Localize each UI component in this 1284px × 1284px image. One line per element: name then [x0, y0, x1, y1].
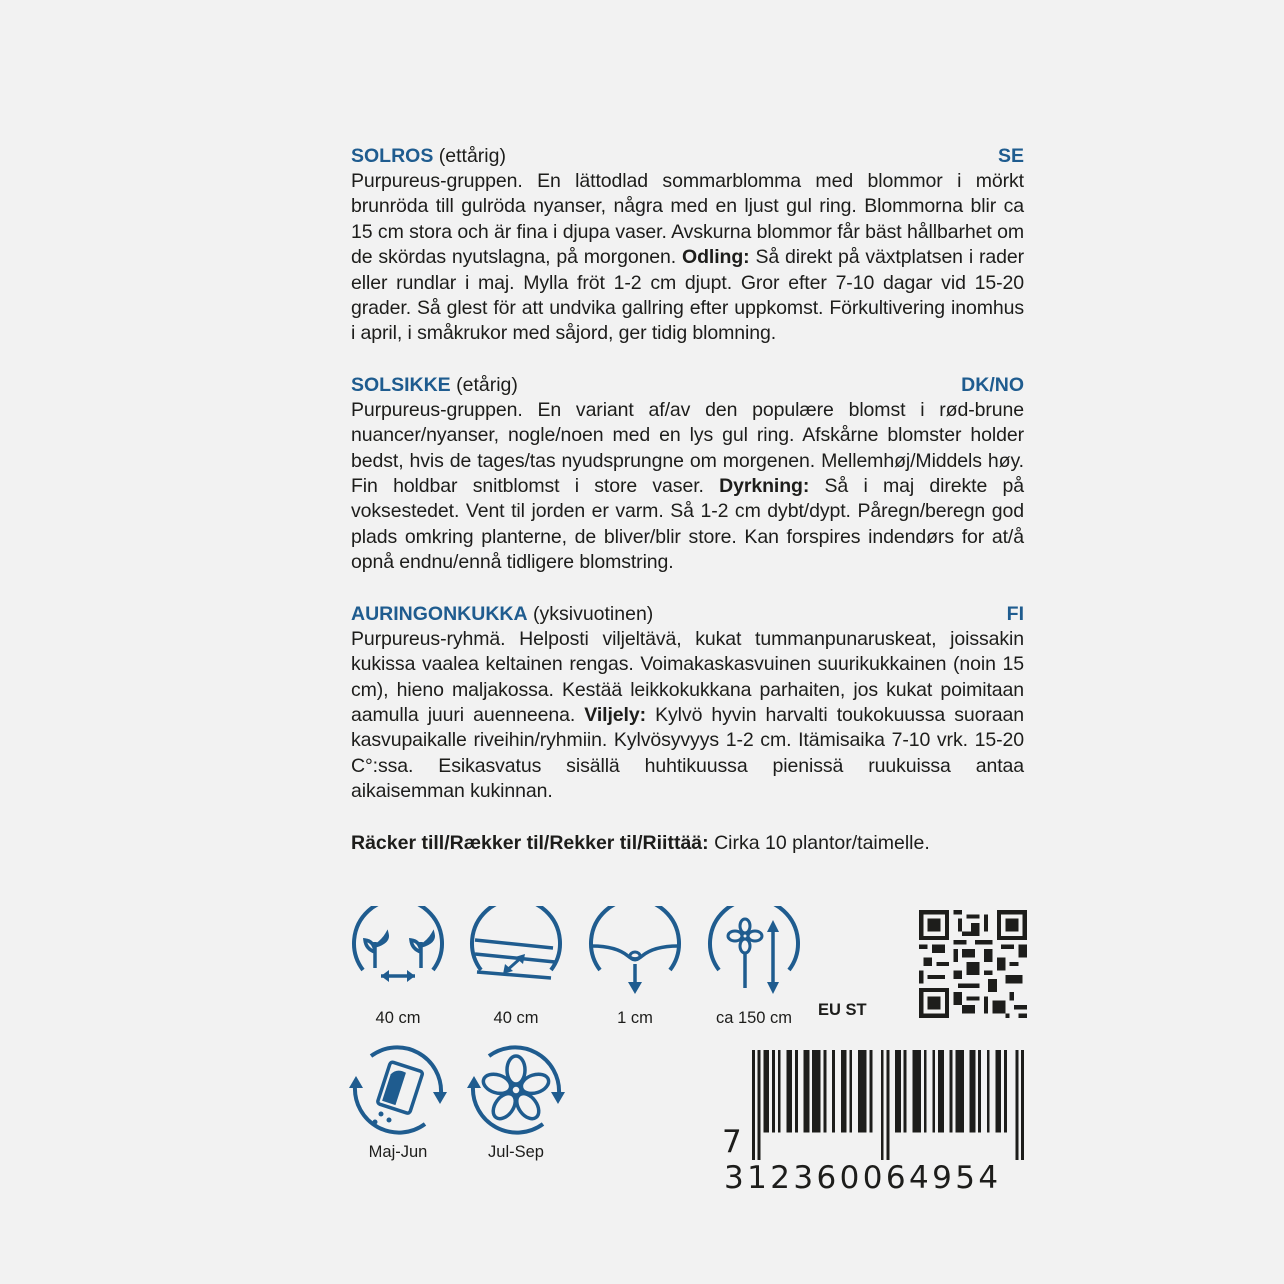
row-spacing-caption: 40 cm	[493, 1009, 539, 1027]
plant-height-caption: ca 150 cm	[715, 1009, 793, 1027]
row-spacing-info	[467, 906, 565, 1028]
seed-packet-text	[351, 144, 1024, 856]
section-description	[351, 169, 1024, 347]
plant-lifecycle: (etårig)	[456, 373, 518, 396]
barcode-number	[722, 1124, 1032, 1196]
plant-height-info	[705, 906, 803, 1028]
yield-value: Cirka 10 plantor/taimelle.	[714, 831, 930, 854]
cultivation-label: Dyrkning:	[719, 475, 810, 498]
section-header	[351, 602, 1024, 627]
sowing-depth-caption: 1 cm	[617, 1009, 653, 1027]
barcode-digits: 312360064954	[724, 1160, 1002, 1196]
cultivation-label: Viljely:	[584, 703, 647, 726]
plant-lifecycle: (yksivuotinen)	[533, 602, 654, 625]
yield-info	[351, 831, 1024, 856]
cultivation-text: Så direkt på växtplatsen i rader eller rundlar i maj. Mylla fröt 1-2 cm djupt. Gror efter 7-10 dagar vid 15-20 grader. Så glest för att undvika gallring efter uppkomst. Förkultivering inomhus i april, i småkrukor med såjord, ger tidig blomning.	[351, 246, 1024, 345]
flowering-time-icon	[467, 1040, 565, 1138]
language-code: FI	[1006, 602, 1024, 625]
plant-name: SOLROS	[351, 145, 434, 167]
description-text: Purpureus-gruppen. En lättodlad sommarblomma med blommor i mörkt brunröda till gulröda nyanser, några med en ljust gul ring. Blommorna blir ca 15 cm stora och är fina i djupa vaser. Avskurna blommor får bäst hållbarhet om de skördas nyutslagna, på morgonen.	[351, 170, 1024, 269]
section-header	[351, 144, 1024, 169]
cultivation-label: Odling:	[682, 246, 750, 269]
sowing-time-icon	[349, 1040, 447, 1138]
section-fi	[351, 602, 1024, 805]
description-text: Purpureus-ryhmä. Helposti viljeltävä, kukat tummanpunaruskeat, joissakin kukissa vaalea keltainen rengas. Voimakaskasvuinen suurikukkainen (noin 15 cm), hieno maljakossa. Kestää leikkokukkana parhaiten, jos kukat poimitaan aamulla juuri auenneena.	[351, 627, 1024, 726]
plant-height-icon	[705, 906, 803, 1004]
plant-spacing-icon	[349, 906, 447, 1004]
row-spacing-icon	[467, 906, 565, 1004]
section-header	[351, 373, 1024, 398]
barcode-first-digit: 7	[722, 1124, 746, 1160]
sowing-time-caption: Maj-Jun	[368, 1143, 428, 1161]
plant-lifecycle: (ettårig)	[438, 145, 506, 167]
language-code: SE	[997, 145, 1024, 167]
sowing-depth-info	[586, 906, 684, 1028]
flowering-time-info	[467, 1040, 565, 1162]
section-se	[351, 144, 1024, 347]
yield-label: Räcker till/Rækker til/Rekker til/Riittää:	[351, 831, 709, 854]
plant-name: SOLSIKKE	[351, 373, 451, 396]
section-description	[351, 627, 1024, 805]
flowering-time-caption: Jul-Sep	[488, 1143, 544, 1161]
plant-spacing-info	[349, 906, 447, 1028]
section-dk-no	[351, 373, 1024, 576]
language-code: DK/NO	[961, 373, 1024, 396]
cultivation-text: Kylvö hyvin harvalti toukokuussa suoraan kasvupaikalle riveihin/ryhmiin. Kylvösyvyys 1-2 cm. Itämisaika 7-10 vrk. 15-20 C°:ssa. Esikasvatus sisällä huhtikuussa pienissä ruukuissa antaa aikaisemman kukinnan.	[351, 703, 1024, 803]
plant-name: AURINGONKUKKA	[351, 602, 528, 625]
certification-label: EU ST	[818, 1001, 867, 1019]
cultivation-text: Så i maj direkte på voksestedet. Vent til jorden er varm. Så 1-2 cm dybt/dypt. Påregn/beregn god plads omkring planterne, de bliver/blir store. Kan forspires indendørs for at/å opnå endnu/ennå tidligere blomstring.	[351, 475, 1024, 574]
sowing-depth-icon	[586, 906, 684, 1004]
sowing-time-info	[349, 1040, 447, 1162]
plant-spacing-caption: 40 cm	[375, 1009, 421, 1027]
qr-code-icon[interactable]	[918, 910, 1028, 1018]
description-text: Purpureus-gruppen. En variant af/av den populære blomst i rød-brune nuancer/nyanser, nogle/noen med en lys gul ring. Afskårne blomster holder bedst, hvis de tages/tas nyudsprungne om morgenen. Mellemhøj/Middels høy. Fin holdbar snitblomst i store vaser.	[351, 398, 1024, 498]
section-description	[351, 398, 1024, 576]
